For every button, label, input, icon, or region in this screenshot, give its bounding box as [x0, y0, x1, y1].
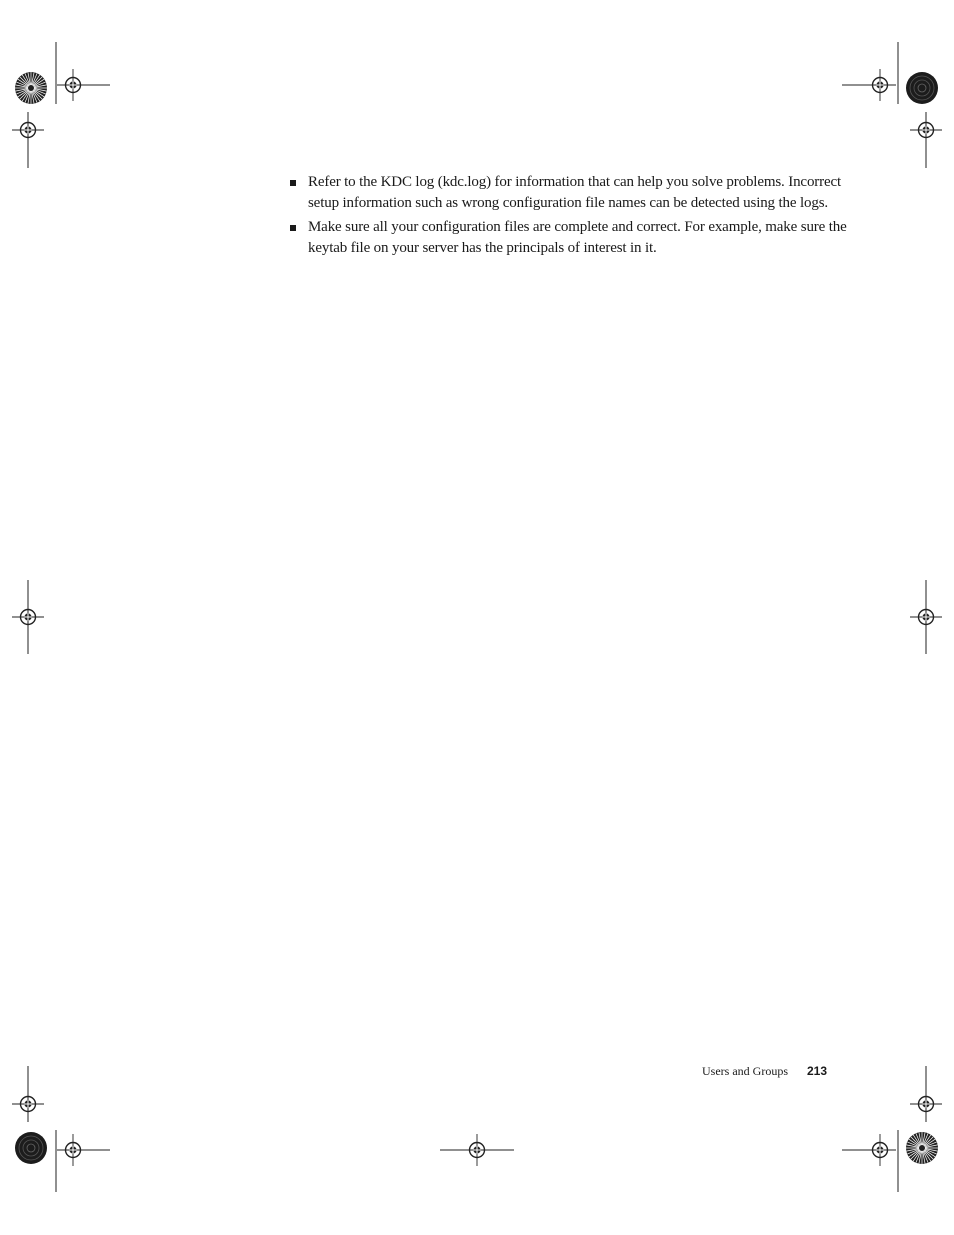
starburst-icon: [906, 1132, 938, 1164]
starburst-icon: [15, 72, 47, 104]
bullet-text: Refer to the KDC log (kdc.log) for information that can help you solve problems. Incorrect setup information such as wrong configuration file names can be detected using the logs.: [308, 174, 842, 211]
registration-mark-icon: [12, 1088, 44, 1120]
bullet-list: [288, 172, 848, 262]
registration-mark-icon: [864, 1134, 896, 1166]
bullet-text: Make sure all your configuration files are complete and correct. For example, make sure the keytab file on your server has the principals of interest in it.: [308, 219, 847, 256]
list-item: [288, 217, 848, 258]
registration-mark-icon: [12, 114, 44, 146]
registration-mark-icon: [864, 69, 896, 101]
registration-mark-icon: [910, 601, 942, 633]
starburst-icon: [906, 72, 938, 104]
registration-mark-icon: [910, 114, 942, 146]
list-item: [288, 172, 848, 213]
registration-mark-icon: [57, 69, 89, 101]
page-number: 213: [807, 1064, 828, 1078]
registration-mark-icon: [12, 601, 44, 633]
registration-mark-icon: [57, 1134, 89, 1166]
starburst-icon: [15, 1132, 47, 1164]
footer-section-title: Users and Groups: [702, 1064, 788, 1078]
registration-mark-icon: [910, 1088, 942, 1120]
square-bullet-icon: [290, 180, 296, 186]
square-bullet-icon: [290, 225, 296, 231]
registration-mark-icon: [461, 1134, 493, 1166]
